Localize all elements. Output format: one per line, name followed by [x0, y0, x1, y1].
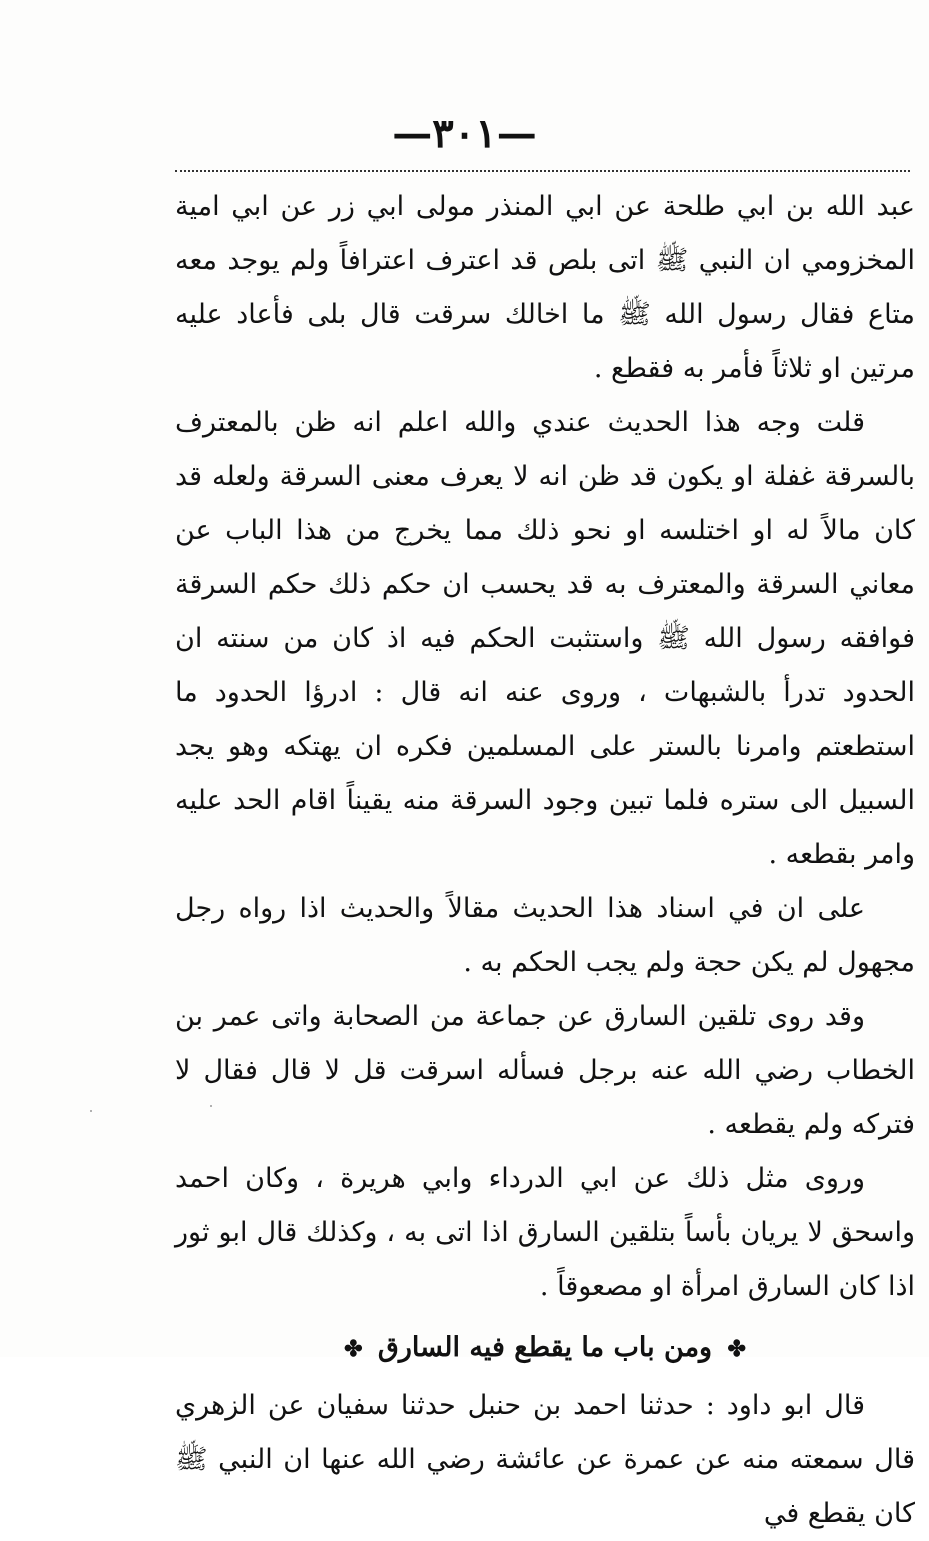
page-body — [175, 180, 915, 1541]
paragraph-narrations: وروى مثل ذلك عن ابي الدرداء وابي هريرة ، وكان احمد واسحق لا يريان بأساً بتلقين السارق اذا اتى به ، وكذلك قال ابو ثور اذا كان السارق امرأة او مصعوقاً . — [175, 1163, 915, 1302]
paragraph-isnad-note: على ان في اسناد هذا الحديث مقالاً والحديث اذا رواه رجل مجهول لم يكن حجة ولم يجب الحكم به . — [175, 893, 915, 978]
paragraph-talqin: وقد روى تلقين السارق عن جماعة من الصحابة واتى عمر بن الخطاب رضي الله عنه برجل فسأله اسرقت قل لا قال فقال لا فتركه ولم يقطعه . — [175, 1001, 915, 1140]
section-heading-text: ومن باب ما يقطع فيه السارق — [377, 1332, 713, 1363]
page-number: —٣٠١— — [392, 110, 537, 157]
ornament-icon: ✤ — [344, 1336, 363, 1362]
paragraph-abu-dawud: قال ابو داود : حدثنا احمد بن حنبل حدثنا سفيان عن الزهري قال سمعته منه عن عمرة عن عائشة رضي الله عنها ان النبي ﷺ كان يقطع في — [175, 1390, 915, 1529]
paragraph-commentary: قلت وجه هذا الحديث عندي والله اعلم انه ظن بالمعترف بالسرقة غفلة او يكون قد ظن انه لا يعرف معنى السرقة ولعله قد كان مالاً له او اختلسه او نحو ذلك مما يخرج من هذا الباب عن معاني السرقة والمعترف به قد يحسب ان حكم ذلك حكم السرقة فوافقه رسول الله ﷺ واستثبت الحكم فيه اذ كان من سنته ان الحدود تدرأ بالشبهات ، وروى عنه انه قال : ادرؤا الحدود ما استطعتم وامرنا بالستر على المسلمين فكره ان يهتكه وهو يجد السبيل الى ستره فلما تبين وجود السرقة منه يقيناً اقام الحد عليه وامر بقطعه . — [175, 407, 915, 870]
section-heading — [175, 1318, 915, 1379]
scan-speck — [90, 1110, 92, 1112]
scan-speck — [210, 1105, 212, 1107]
header-rule — [175, 170, 910, 172]
paragraph-hadith-text: عبد الله بن ابي طلحة عن ابي المنذر مولى ابي زر عن ابي امية المخزومي ان النبي ﷺ اتى بلص قد اعترف اعترافاً ولم يوجد معه متاع فقال رسول الله ﷺ ما اخالك سرقت قال بلى فأعاد عليه مرتين او ثلاثاً فأمر به فقطع . — [175, 191, 916, 384]
ornament-icon: ✤ — [727, 1336, 746, 1362]
